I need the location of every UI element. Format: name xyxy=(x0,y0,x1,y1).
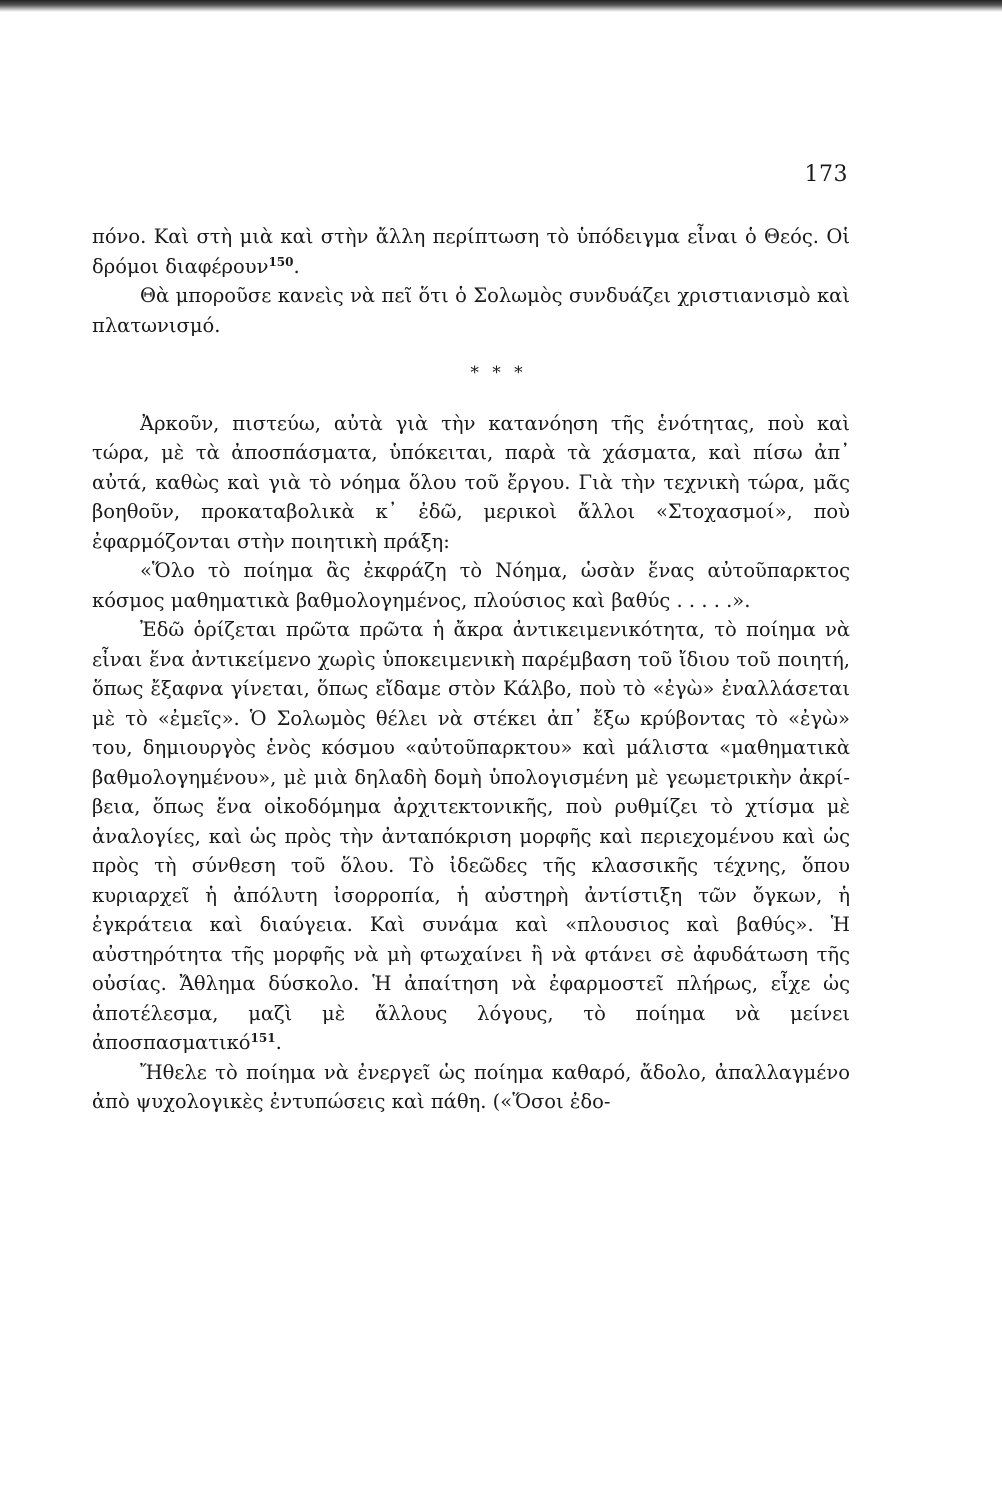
paragraph-text: Ἤθελε τὸ ποίημα νὰ ἐνεργεῖ ὡς ποίημα καθαρό, ἄδολο, ἀπαλλαγμένο ἀπὸ ψυχολογικὲς ἐντυπώσεις καὶ πάθη. («Ὅσοι ἐδο- xyxy=(92,1060,850,1113)
paragraph-3 xyxy=(92,409,850,557)
footnote-marker: 150 xyxy=(268,254,294,269)
paragraph-2 xyxy=(92,281,850,340)
paragraph-text: «Ὅλο τὸ ποίημα ἂς ἐκφράζη τὸ Νόημα, ὡσὰν ἕνας αὐτοῦπαρκτος κόσμος μαθηματικὰ βαθμολογημένος, πλούσιος καὶ βαθύς . . . . .». xyxy=(92,559,850,612)
page-number: 173 xyxy=(804,162,848,187)
scan-top-edge xyxy=(0,0,1002,12)
paragraph-4 xyxy=(92,615,850,1058)
paragraph-text: Ἀρκοῦν, πιστεύω, αὐτὰ γιὰ τὴν κατανόηση τῆς ἑνότητας, ποὺ καὶ τώρα, μὲ τὰ ἀποσπάσματα, ὑπόκειται, παρὰ τὰ χάσματα, καὶ πίσω ἀπ᾽ αὐτά, καθὼς καὶ γιὰ τὸ νόημα ὅλου τοῦ ἔργου. Γιὰ τὴν τεχνικὴ τώρα, μᾶς βοηθοῦν, προκαταβολικὰ κ᾽ ἐδῶ, μερικοὶ ἄλλοι «Στοχασμοί», ποὺ ἐφαρμόζονται στὴν ποιητικὴ πράξη: xyxy=(92,411,850,553)
paragraph-text: Θὰ μποροῦσε κανεὶς νὰ πεῖ ὅτι ὁ Σολωμὸς συνδυάζει χριστιανισμὸ καὶ πλατωνισμό. xyxy=(92,284,850,337)
paragraph-1 xyxy=(92,222,850,281)
paragraph-5 xyxy=(92,1058,850,1117)
paragraph-text: Ἐδῶ ὁρίζεται πρῶτα πρῶτα ἡ ἄκρα ἀντικειμενικότητα, τὸ ποίημα νὰ εἶναι ἕνα ἀντικείμενο χωρὶς ὑποκειμενικὴ παρέμβαση τοῦ ἴδιου τοῦ ποιητή, ὅπως ἔξαφνα γίνεται, ὅπως εἴδαμε στὸν Κάλβο, ποὺ τὸ «ἐγὼ» ἐναλλάσεται μὲ τὸ «ἐμεῖς». Ὁ Σολωμὸς θέλει νὰ στέκει ἀπ᾽ ἔξω κρύβοντας τὸ «ἐγὼ» του, δημιουργὸς ἑνὸς κόσμου «αὐτοῦπαρκτου» καὶ μάλιστα «μαθηματικὰ βαθμολογημένου», μὲ μιὰ δηλαδὴ δομὴ ὑπολογισμένη μὲ γεωμετρικὴν ἀκρίβεια, ὅπως ἕνα οἰκοδόμημα ἀρχιτεκτονικῆς, ποὺ ρυθμίζει τὸ χτίσμα μὲ ἀναλογίες, καὶ ὡς πρὸς τὴν ἀνταπόκριση μορφῆς καὶ περιεχομένου καὶ ὡς πρὸς τὴ σύνθεση τοῦ ὅλου. Τὸ ἰδεῶδες τῆς κλασσικῆς τέχνης, ὅπου κυριαρχεῖ ἡ ἀπόλυτη ἰσορροπία, ἡ αὐστηρὴ ἀντίστιξη τῶν ὄγκων, ἡ ἐγκράτεια καὶ διαύγεια. Καὶ συνάμα καὶ «πλουσιος καὶ βαθύς». Ἡ αὐστηρότητα τῆς μορφῆς νὰ μὴ φτωχαίνει ἢ νὰ φτάνει σὲ ἀφυδάτωση τῆς οὐσίας. Ἄθλημα δύσκολο. Ἡ ἀπαίτηση νὰ ἐφαρμοστεῖ πλήρως, εἶχε ὡς ἀποτέλεσμα, μαζὶ μὲ ἄλλους λόγους, τὸ ποίημα νὰ μείνει ἀποσπασματικό xyxy=(92,618,850,1054)
footnote-marker: 151 xyxy=(250,1031,276,1045)
body-text xyxy=(92,222,850,1117)
paragraph-tail: . xyxy=(293,254,300,278)
section-separator: * * * xyxy=(470,363,527,383)
paragraph-text: πόνο. Καὶ στὴ μιὰ καὶ στὴν ἄλλη περίπτωση τὸ ὑπόδειγμα εἶναι ὁ Θεός. Οἱ δρόμοι διαφέρουν xyxy=(92,225,850,278)
paragraph-tail: . xyxy=(275,1031,282,1054)
quote-paragraph xyxy=(92,556,850,615)
